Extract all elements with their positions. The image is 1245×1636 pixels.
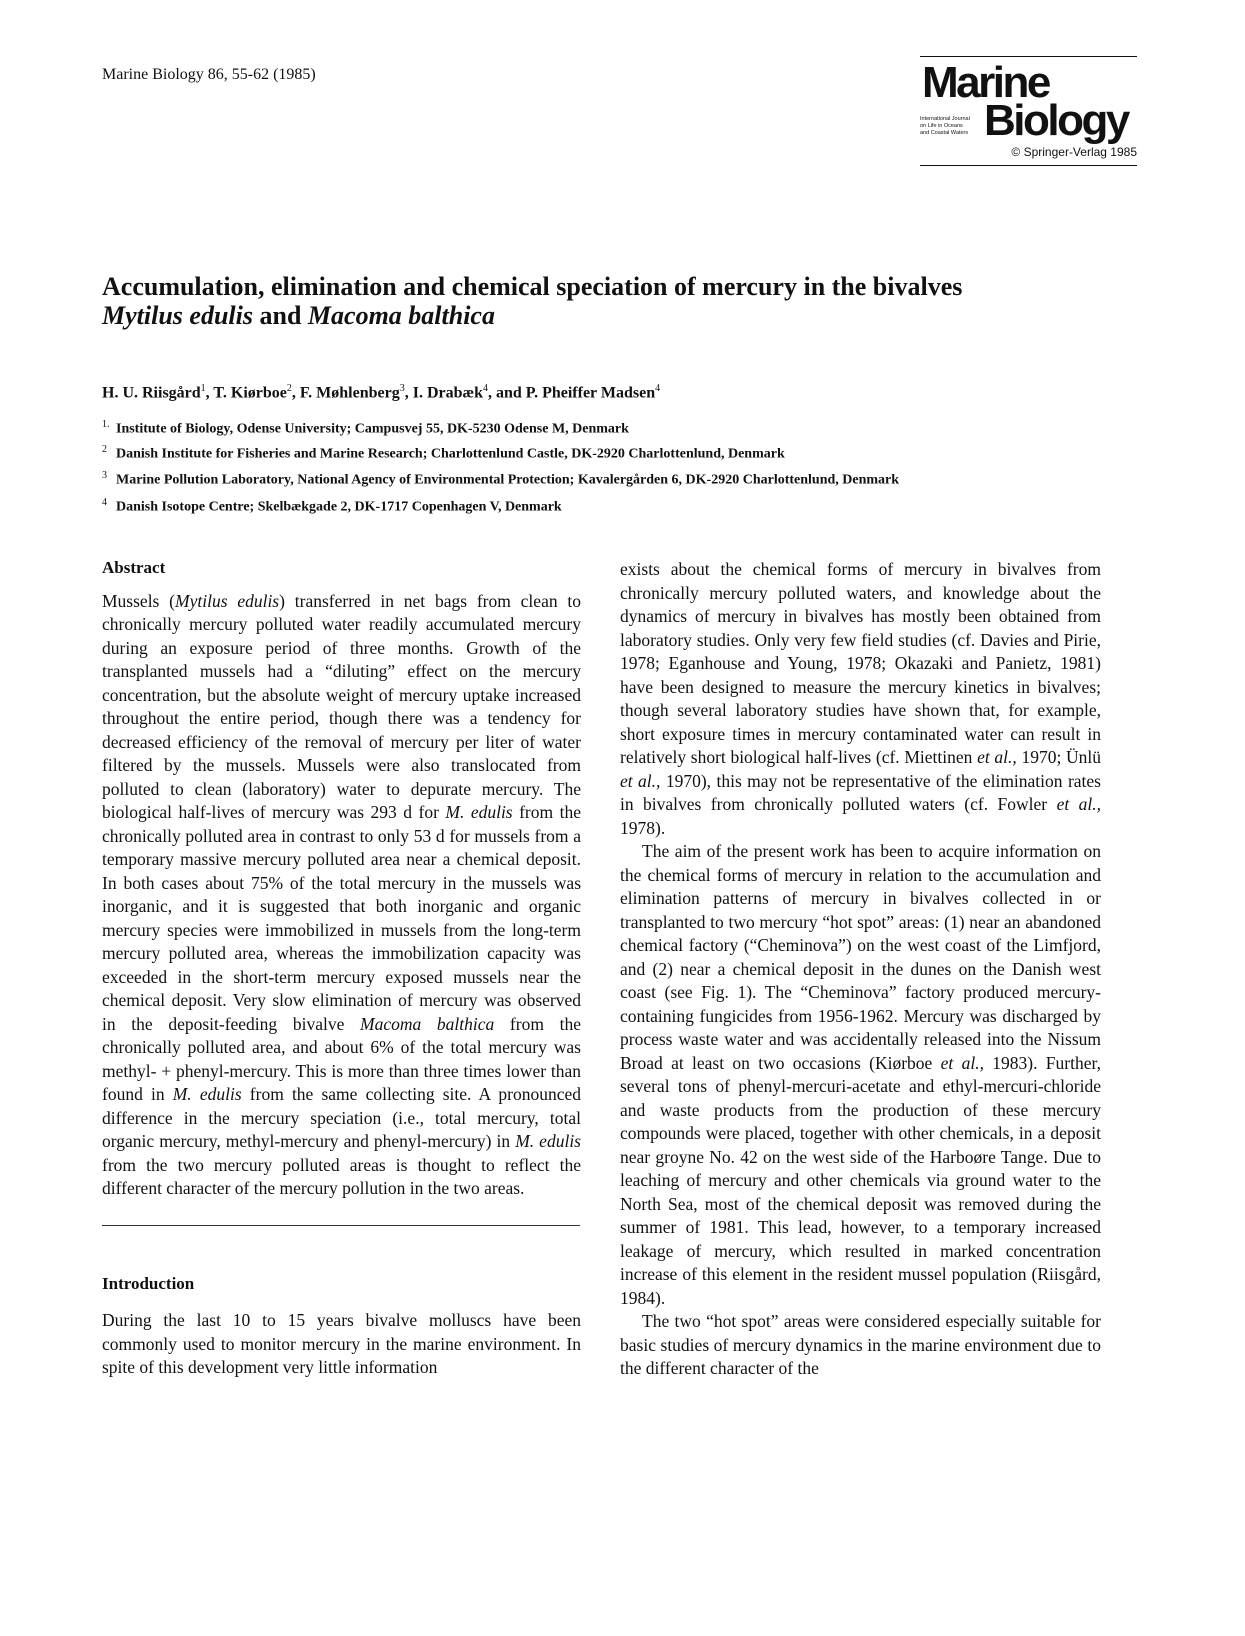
author-affiliation-mark: 2 bbox=[286, 383, 292, 394]
text-run: from the same collecting site. A pronounced difference in the mercury speciation (i.e., total mercury, total organic mercury, methyl-mercury and phenyl-mercury) in bbox=[102, 1084, 581, 1151]
author-name: F. Møhlenberg bbox=[299, 384, 400, 402]
body-paragraph bbox=[620, 840, 1101, 1310]
logo-word-biology: Biology bbox=[984, 96, 1128, 145]
logo-word-marine: Marine bbox=[922, 58, 1049, 107]
logo-top-rule bbox=[920, 56, 1137, 57]
logo-tagline-line: International Journal bbox=[920, 116, 970, 122]
text-run: ) transferred in net bags from clean to chronically mercury polluted water readily accumulated mercury during an exposure period of three months. Growth of the transplanted mussels had a “diluting” effect on the mercury concentration, but the absolute weight of mercury uptake increased throughout the entire period, though there was a tendency for decreased efficiency of the removal of mercury per liter of water filtered by the mussels. Mussels were also translocated from polluted to clean (laboratory) water to depurate mercury. The biological half-lives of mercury was 293 d for bbox=[102, 590, 582, 822]
author-conjunction: and bbox=[495, 384, 526, 402]
title-species-mytilus: Mytilus edulis bbox=[102, 301, 253, 330]
affiliation-text: Institute of Biology, Odense University; Campusvej 55, DK-5230 Odense M, Denmark bbox=[116, 421, 629, 437]
author-name: T. Kiørboe bbox=[213, 384, 287, 402]
introduction-paragraph: During the last 10 to 15 years bivalve molluscs have been commonly used to monitor mercury in the marine environment. In spite of this development very little information bbox=[102, 1310, 581, 1377]
journal-citation: Marine Biology 86, 55-62 (1985) bbox=[102, 66, 316, 83]
logo-bottom-rule bbox=[920, 165, 1137, 166]
italic-term: Mytilus edulis bbox=[175, 590, 280, 611]
text-run: The two “hot spot” areas were considered especially suitable for basic studies of mercury dynamics in the marine environment due to the different character of the bbox=[620, 1311, 1101, 1378]
affiliation-mark: 2 bbox=[102, 444, 107, 455]
introduction-heading: Introduction bbox=[102, 1273, 195, 1293]
logo-tagline bbox=[920, 116, 980, 137]
logo-tagline-line: and Coastal Waters bbox=[920, 130, 969, 136]
affiliation-text: Danish Institute for Fisheries and Marine Research; Charlottenlund Castle, DK-2920 Charlottenlund, Denmark bbox=[116, 446, 785, 462]
body-paragraph bbox=[620, 558, 1101, 840]
italic-term: et al., bbox=[977, 747, 1017, 767]
affiliation-mark: 4 bbox=[102, 497, 107, 508]
author-separator: , bbox=[404, 384, 413, 402]
abstract-end-rule bbox=[102, 1225, 580, 1226]
affiliation-text: Marine Pollution Laboratory, National Agency of Environmental Protection; Kavalergården 6, DK-2920 Charlottenlund, Denmark bbox=[116, 472, 900, 488]
italic-term: et al., bbox=[620, 770, 661, 791]
author-affiliation-mark: 3 bbox=[399, 383, 405, 394]
article-title bbox=[102, 272, 1142, 330]
text-run: from the two mercury polluted areas is thought to reflect the different character of the mercury pollution in the two areas. bbox=[102, 1154, 581, 1198]
affiliation-mark: 1. bbox=[102, 419, 110, 430]
text-run: exists about the chemical forms of mercury in bivalves from chronically mercury polluted waters, and knowledge about the dynamics of mercury in bivalves has mostly been obtained from laboratory studies. Only very few field studies (cf. Davies and Pirie, 1978; Eganhouse and Young, 1978; Okazaki and Panietz, 1981) have been designed to measure the mercury kinetics in bivalves; though several laboratory studies have shown that, for example, short exposure times in mercury contaminated water can result in relatively short biological half-lives (cf. Miettinen bbox=[620, 559, 1101, 767]
journal-logo bbox=[920, 56, 1137, 166]
author-name: I. Drabæk bbox=[412, 384, 483, 402]
text-run: from the chronically polluted area in contrast to only 53 d for mussels from a temporary massive mercury polluted area near a chemical deposit. In both cases about 75% of the total mercury in the mussels was inorganic, and it is suggested that both inorganic and organic mercury species were immobilized in mussels from the long-term mercury polluted area, whereas the immobilization capacity was exceeded in the short-term mercury exposed mussels near the chemical deposit. Very slow elimination of mercury was observed in the deposit-feeding bivalve bbox=[102, 802, 581, 1034]
title-text: Accumulation, elimination and chemical speciation of mercury in the bivalves bbox=[102, 272, 963, 301]
italic-term: et al., bbox=[1056, 794, 1101, 814]
left-column bbox=[102, 556, 581, 1380]
logo-tagline-line: on Life in Oceans bbox=[920, 123, 963, 129]
italic-term: M. edulis bbox=[515, 1131, 581, 1151]
author-name: P. Pheiffer Madsen bbox=[525, 384, 656, 402]
title-species-macoma: Macoma balthica bbox=[307, 301, 495, 330]
text-run: 1978). bbox=[620, 817, 666, 838]
affiliation bbox=[102, 497, 562, 516]
author-separator: , bbox=[205, 384, 214, 402]
right-column bbox=[620, 558, 1101, 1381]
text-run: 1983). Further, several tons of phenyl-mercuri-acetate and ethyl-mercuri-chloride and waste products from the production of these mercury compounds were placed, together with other chemicals, in a deposit near groyne No. 42 on the west side of the Harboøre Tange. Due to leaching of mercury and other chemicals via ground water to the North Sea, most of the chemical deposit was removed during the summer of 1981. This lead, however, to a temporary increased leakage of mercury, which resulted in marked concentration increase of this element in the resident mussel population (Riisgård, 1984). bbox=[620, 1052, 1101, 1308]
author-affiliation-mark: 1 bbox=[200, 383, 206, 394]
text-run: 1970; Ünlü bbox=[1016, 747, 1101, 767]
italic-term: M. edulis bbox=[445, 802, 513, 822]
affiliation bbox=[102, 419, 629, 438]
author-name: H. U. Riisgård bbox=[102, 384, 201, 402]
italic-term: et al., bbox=[940, 1052, 984, 1073]
abstract-heading: Abstract bbox=[102, 558, 166, 577]
title-conjunction: and bbox=[252, 301, 308, 330]
author-affiliation-mark: 4 bbox=[482, 383, 488, 394]
abstract-text bbox=[102, 590, 581, 1201]
author-list bbox=[102, 383, 660, 402]
affiliation bbox=[102, 470, 899, 489]
author-separator: , bbox=[487, 384, 496, 402]
text-run: The aim of the present work has been to acquire information on the chemical forms of mercury in relation to the accumulation and elimination patterns of mercury in bivalves collected in or transplanted to two mercury “hot spot” areas: (1) near an abandoned chemical factory (“Cheminova”) on the west coast of the Limfjord, and (2) near a chemical deposit in the dunes on the Danish west coast (see Fig. 1). The “Cheminova” factory produced mercury-containing fungicides from 1956-1962. Mercury was discharged by process waste water and was accidentally released into the Nissum Broad at least on two occasions (Kiørboe bbox=[620, 841, 1101, 1073]
text-run: 1970), this may not be representative of the elimination rates in bivalves from chronically polluted waters (cf. Fowler bbox=[620, 770, 1101, 814]
affiliation bbox=[102, 444, 785, 463]
text-run: from the chronically polluted area, and about 6% of the total mercury was methyl- + phenyl-mercury. This is more than three times lower than found in bbox=[102, 1013, 581, 1104]
body-paragraph bbox=[620, 1310, 1101, 1381]
italic-term: M. edulis bbox=[172, 1084, 242, 1104]
author-affiliation-mark: 4 bbox=[655, 383, 661, 394]
text-run: Mussels ( bbox=[102, 590, 176, 611]
author-separator: , bbox=[291, 384, 300, 402]
italic-term: Macoma balthica bbox=[360, 1013, 495, 1034]
publisher-copyright: © Springer-Verlag 1985 bbox=[1011, 145, 1137, 159]
affiliation-mark: 3 bbox=[102, 470, 107, 481]
affiliation-text: Danish Isotope Centre; Skelbækgade 2, DK-1717 Copenhagen V, Denmark bbox=[116, 499, 562, 515]
